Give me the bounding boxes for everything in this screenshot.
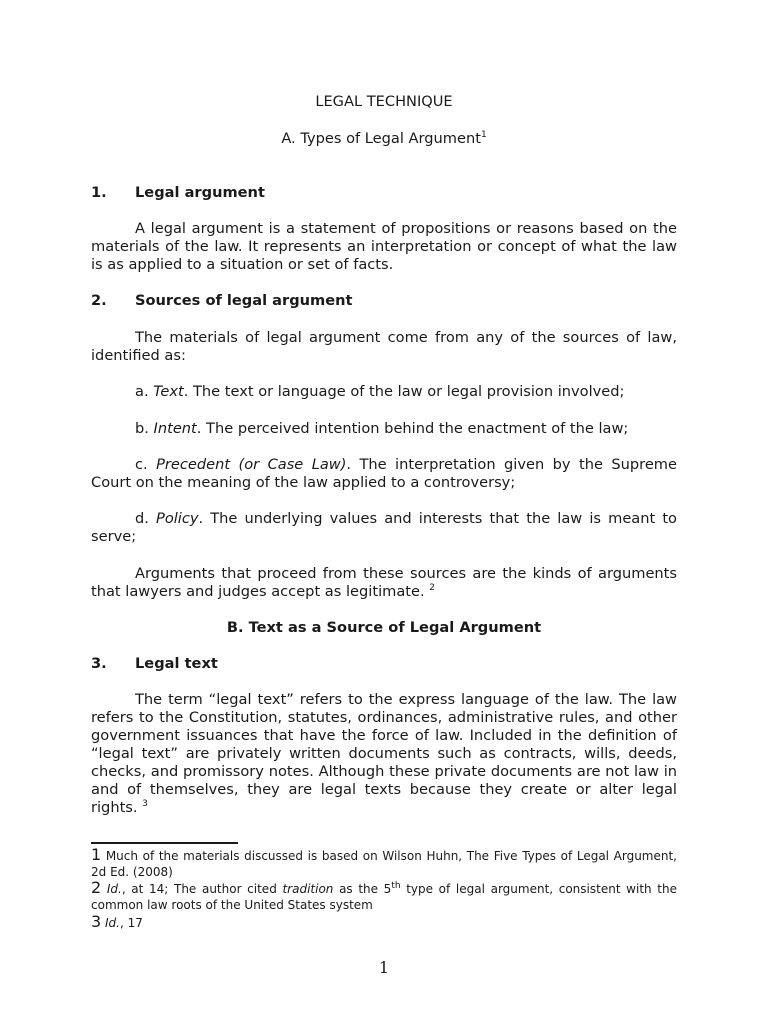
footnote-1-number: 1 xyxy=(91,845,102,864)
source-item-precedent xyxy=(91,456,677,492)
section-a-label: A. Types of Legal Argument xyxy=(281,130,481,147)
footnote-ref-2[interactable]: 2 xyxy=(429,583,435,594)
section-2-intro: The materials of legal argument come from any of the sources of law, identified as: xyxy=(91,329,677,364)
source-item-term: Intent xyxy=(153,420,197,437)
source-item-term: Precedent (or Case Law) xyxy=(156,456,347,473)
section-2-closing xyxy=(91,565,677,601)
source-item-prefix: d. xyxy=(135,510,157,527)
source-item-prefix: b. xyxy=(135,420,154,437)
footnote-1 xyxy=(91,847,677,880)
document-title: LEGAL TECHNIQUE xyxy=(315,93,453,110)
source-item-text xyxy=(91,383,677,401)
section-3-title: Legal text xyxy=(135,655,218,672)
section-2-number: 2. xyxy=(91,292,107,309)
footnote-2 xyxy=(91,880,677,913)
section-1-number: 1. xyxy=(91,184,107,201)
section-2-heading xyxy=(91,292,677,310)
footnote-2-tradition: tradition xyxy=(282,882,334,896)
section-1-heading xyxy=(91,184,677,202)
section-a-heading xyxy=(91,130,677,148)
section-3-paragraph-text: The term “legal text” refers to the express language of the law. The law refers to the Constitution, statutes, ordinances, administrative rules, and other government issuances that have the force of law. Included in the definition of “legal text” are privately written documents such as contracts, wills, deeds, checks, and promissory notes. Although these private documents are not law in and of themselves, they are legal texts because they create or alter legal rights. xyxy=(91,691,677,816)
footnote-3-text: , 17 xyxy=(119,916,143,930)
section-3-number: 3. xyxy=(91,655,107,672)
section-3-heading xyxy=(91,655,677,673)
footnote-1-text: Much of the materials discussed is based on Wilson Huhn, The Five Types of Legal Argument, 2d Ed. (2008) xyxy=(91,849,677,879)
footnote-ref-1[interactable]: 1 xyxy=(480,130,487,141)
footnote-3 xyxy=(91,914,677,931)
source-item-desc: . The interpretation given by the Supreme Court on the meaning of the law applied to a controversy; xyxy=(91,456,677,491)
source-item-desc: . The text or language of the law or legal provision involved; xyxy=(183,383,625,400)
footnote-2-ordinal: th xyxy=(391,881,401,891)
footnote-2-text-b: as the 5 xyxy=(333,882,392,896)
footnote-2-text-c: type of legal argument, consistent with the common law roots of the United States system xyxy=(91,882,677,912)
section-2-closing-text: Arguments that proceed from these sources are the kinds of arguments that lawyers and judges accept as legitimate. xyxy=(91,565,677,600)
section-1-title: Legal argument xyxy=(135,184,265,201)
section-2-title: Sources of legal argument xyxy=(135,292,353,309)
section-3-paragraph xyxy=(91,691,677,817)
footnote-2-text-a: , at 14; The author cited xyxy=(121,882,283,896)
source-item-prefix: a. xyxy=(135,383,154,400)
source-item-prefix: c. xyxy=(135,456,157,473)
source-item-desc: . The perceived intention behind the enactment of the law; xyxy=(196,420,629,437)
source-item-term: Text xyxy=(153,383,184,400)
source-item-term: Policy xyxy=(156,510,199,527)
section-1-paragraph: A legal argument is a statement of propositions or reasons based on the materials of the law. It represents an interpretation or concept of what the law is as applied to a situation or set of facts. xyxy=(91,220,677,273)
section-b-heading: B. Text as a Source of Legal Argument xyxy=(226,619,542,636)
source-item-desc: . The underlying values and interests that the law is meant to serve; xyxy=(91,510,677,545)
footnote-2-number: 2 xyxy=(91,878,102,897)
footnote-separator xyxy=(91,842,238,844)
source-item-intent xyxy=(91,420,677,438)
footnote-2-id: Id. xyxy=(101,882,122,896)
footnote-3-number: 3 xyxy=(91,912,102,931)
source-item-policy xyxy=(91,510,677,546)
footnote-ref-3[interactable]: 3 xyxy=(142,799,148,810)
page-number: 1 xyxy=(378,958,390,977)
footnote-3-id: Id. xyxy=(101,916,120,930)
